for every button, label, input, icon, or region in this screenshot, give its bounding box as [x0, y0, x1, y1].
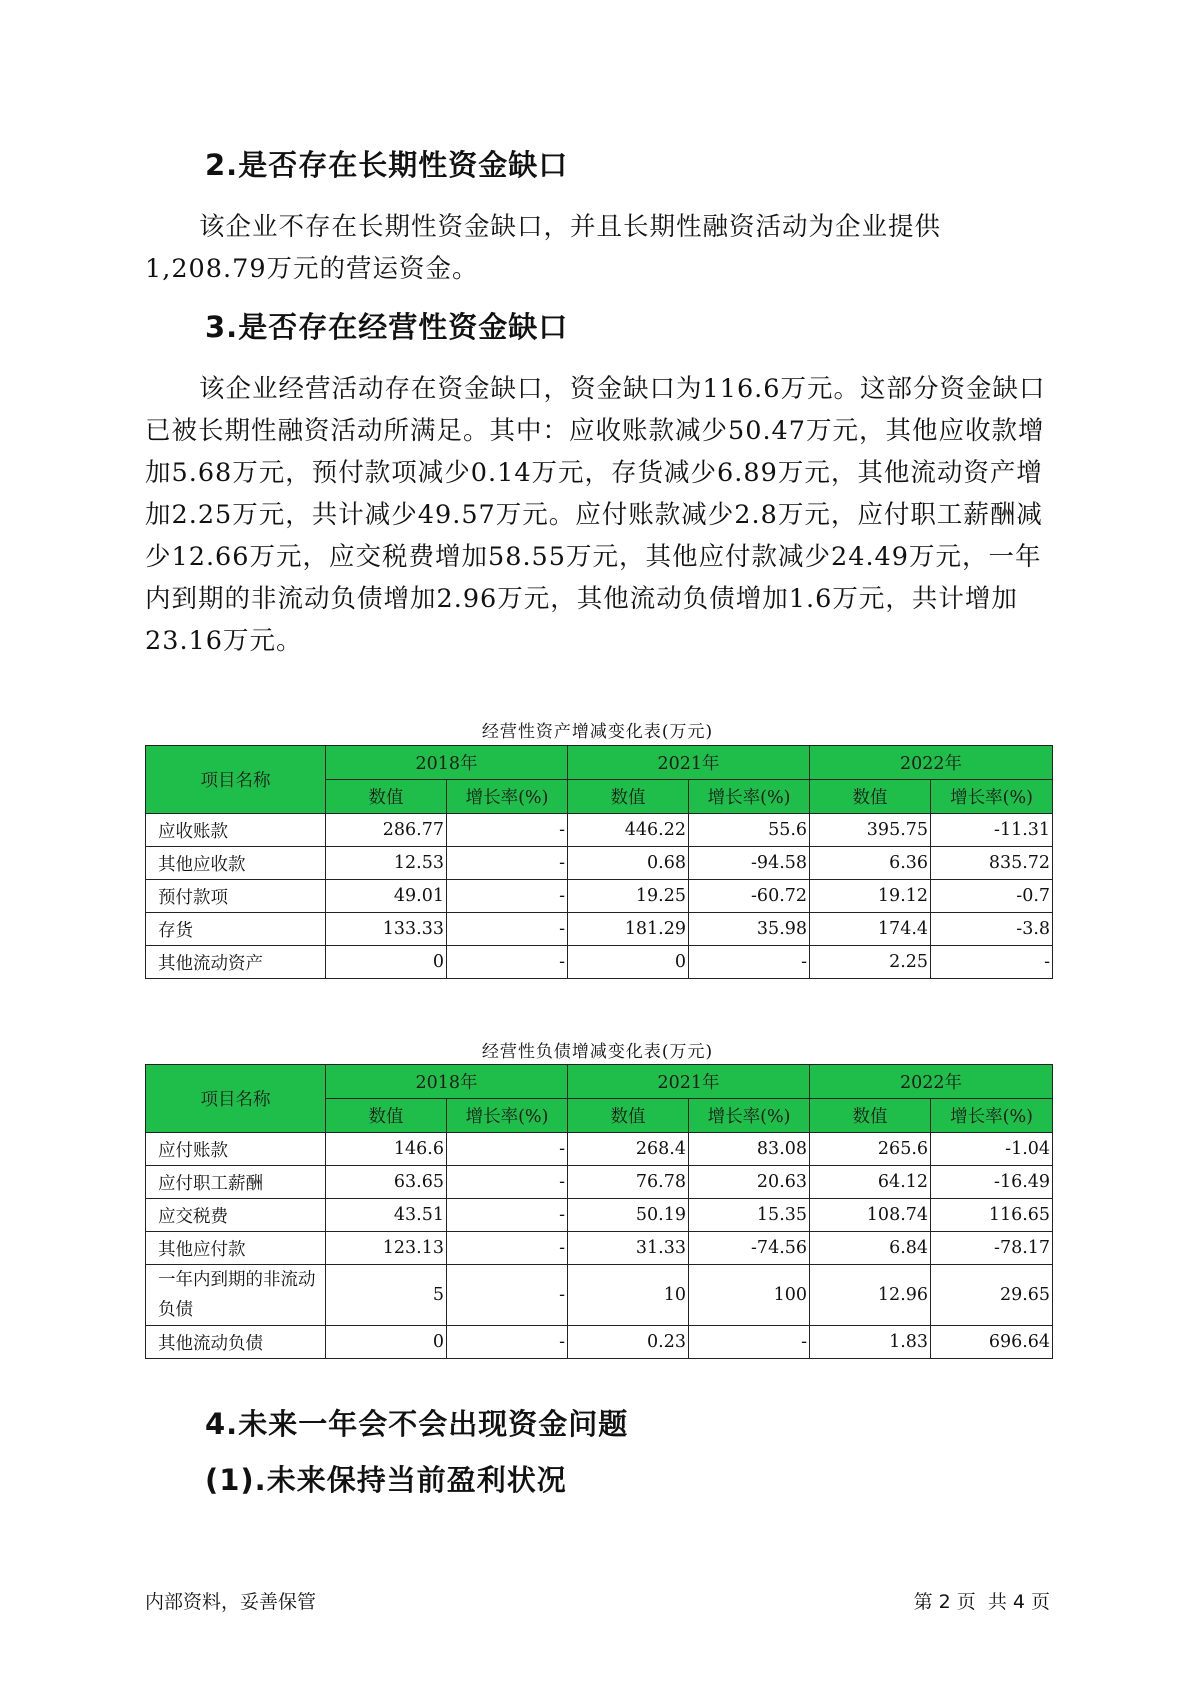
- table-cell: 12.53: [326, 847, 447, 880]
- table-cell: -: [447, 880, 568, 913]
- row-label: 应付账款: [146, 1133, 326, 1166]
- table-row: [146, 1133, 1053, 1166]
- table-caption-operating-assets: 经营性资产增减变化表(万元): [481, 722, 714, 742]
- row-label: 其他流动负债: [146, 1326, 326, 1359]
- table-row: [146, 946, 1053, 979]
- table-cell: 76.78: [568, 1166, 689, 1199]
- table-cell: -: [447, 1232, 568, 1265]
- row-label: 一年内到期的非流动负债: [146, 1265, 326, 1326]
- table-cell: 50.19: [568, 1199, 689, 1232]
- table-cell: 100: [689, 1265, 810, 1326]
- item-name-header: 项目名称: [146, 746, 326, 814]
- year-header: 2022年: [810, 746, 1053, 780]
- table-cell: 19.12: [810, 880, 931, 913]
- year-header: 2018年: [326, 746, 568, 780]
- table-cell: 49.01: [326, 880, 447, 913]
- table-cell: -: [447, 814, 568, 847]
- footer-page-number: 第 2 页 共 4 页: [913, 1591, 1050, 1613]
- year-header: 2018年: [326, 1065, 568, 1099]
- table-row: [146, 1265, 1053, 1326]
- table-cell: 0.68: [568, 847, 689, 880]
- table-cell: 265.6: [810, 1133, 931, 1166]
- operating-liabilities-table: [145, 1064, 1053, 1359]
- table-row: [146, 1326, 1053, 1359]
- table-cell: -11.31: [931, 814, 1053, 847]
- value-subheader: 数值: [568, 1099, 689, 1133]
- table-cell: -: [447, 946, 568, 979]
- table-cell: 35.98: [689, 913, 810, 946]
- value-subheader: 数值: [568, 780, 689, 814]
- table-cell: 446.22: [568, 814, 689, 847]
- section-heading-future-funding: 4.未来一年会不会出现资金问题: [205, 1407, 629, 1441]
- table-cell: 6.84: [810, 1232, 931, 1265]
- table-cell: -1.04: [931, 1133, 1053, 1166]
- table-cell: 395.75: [810, 814, 931, 847]
- table-cell: 108.74: [810, 1199, 931, 1232]
- table-cell: -: [447, 1265, 568, 1326]
- table-cell: 12.96: [810, 1265, 931, 1326]
- year-header: 2022年: [810, 1065, 1053, 1099]
- growth-rate-subheader: 增长率(%): [931, 780, 1053, 814]
- table-cell: 29.65: [931, 1265, 1053, 1326]
- growth-rate-subheader: 增长率(%): [689, 1099, 810, 1133]
- table-row: [146, 880, 1053, 913]
- table-cell: -74.56: [689, 1232, 810, 1265]
- section-heading-operating-gap: 3.是否存在经营性资金缺口: [205, 310, 569, 344]
- row-label: 其他应付款: [146, 1232, 326, 1265]
- row-label: 预付款项: [146, 880, 326, 913]
- subsection-heading-current-profit: (1).未来保持当前盈利状况: [205, 1463, 567, 1497]
- growth-rate-subheader: 增长率(%): [689, 780, 810, 814]
- row-label: 其他应收款: [146, 847, 326, 880]
- table-cell: 1.83: [810, 1326, 931, 1359]
- table-cell: 2.25: [810, 946, 931, 979]
- table-row: [146, 1232, 1053, 1265]
- table-cell: 20.63: [689, 1166, 810, 1199]
- table-cell: -: [447, 1133, 568, 1166]
- table-cell: -78.17: [931, 1232, 1053, 1265]
- table-cell: -60.72: [689, 880, 810, 913]
- growth-rate-subheader: 增长率(%): [931, 1099, 1053, 1133]
- table-cell: 19.25: [568, 880, 689, 913]
- row-label: 其他流动资产: [146, 946, 326, 979]
- table-cell: -: [447, 1326, 568, 1359]
- table-cell: 0: [568, 946, 689, 979]
- table-cell: 181.29: [568, 913, 689, 946]
- value-subheader: 数值: [326, 1099, 447, 1133]
- table-cell: -0.7: [931, 880, 1053, 913]
- year-header: 2021年: [568, 1065, 810, 1099]
- table-cell: 83.08: [689, 1133, 810, 1166]
- table-cell: 286.77: [326, 814, 447, 847]
- footer-confidential-note: 内部资料，妥善保管: [145, 1591, 317, 1613]
- item-name-header: 项目名称: [146, 1065, 326, 1133]
- growth-rate-subheader: 增长率(%): [447, 780, 568, 814]
- table-cell: 146.6: [326, 1133, 447, 1166]
- table-cell: -3.8: [931, 913, 1053, 946]
- table-cell: 6.36: [810, 847, 931, 880]
- table-cell: -16.49: [931, 1166, 1053, 1199]
- table-row: [146, 1199, 1053, 1232]
- table-cell: 15.35: [689, 1199, 810, 1232]
- year-header: 2021年: [568, 746, 810, 780]
- table-cell: -: [447, 913, 568, 946]
- table-cell: -: [689, 1326, 810, 1359]
- table-cell: 31.33: [568, 1232, 689, 1265]
- growth-rate-subheader: 增长率(%): [447, 1099, 568, 1133]
- value-subheader: 数值: [326, 780, 447, 814]
- table-cell: 268.4: [568, 1133, 689, 1166]
- table-cell: 116.65: [931, 1199, 1053, 1232]
- table-row: [146, 913, 1053, 946]
- table-cell: 123.13: [326, 1232, 447, 1265]
- table-caption-operating-liabilities: 经营性负债增减变化表(万元): [481, 1042, 714, 1062]
- row-label: 存货: [146, 913, 326, 946]
- row-label: 应交税费: [146, 1199, 326, 1232]
- paragraph-operating-gap: 该企业经营活动存在资金缺口，资金缺口为116.6万元。这部分资金缺口已被长期性融资活动所满足。其中：应收账款减少50.47万元，其他应收款增加5.68万元，预付款项减少0.14万元，存货减少6.89万元，其他流动资产增加2.25万元，共计减少49.57万元。应付账款减少2.8万元，应付职工薪酬减少12.66万元，应交税费增加58.55万元，其他应付款减少24.49万元，一年内到期的非流动负债增加2.96万元，其他流动负债增加1.6万元，共计增加23.16万元。: [145, 374, 1046, 656]
- table-cell: 55.6: [689, 814, 810, 847]
- table-row: [146, 1166, 1053, 1199]
- table-row: [146, 814, 1053, 847]
- paragraph-long-term-gap: 该企业不存在长期性资金缺口，并且长期性融资活动为企业提供1,208.79万元的营运资金。: [145, 212, 942, 284]
- section-heading-long-term-gap: 2.是否存在长期性资金缺口: [205, 148, 569, 182]
- table-cell: 63.65: [326, 1166, 447, 1199]
- table-cell: -: [447, 1166, 568, 1199]
- table-cell: 10: [568, 1265, 689, 1326]
- table-cell: 0.23: [568, 1326, 689, 1359]
- table-cell: 133.33: [326, 913, 447, 946]
- row-label: 应付职工薪酬: [146, 1166, 326, 1199]
- value-subheader: 数值: [810, 780, 931, 814]
- table-cell: -: [447, 847, 568, 880]
- table-cell: 696.64: [931, 1326, 1053, 1359]
- table-cell: 5: [326, 1265, 447, 1326]
- value-subheader: 数值: [810, 1099, 931, 1133]
- table-cell: 64.12: [810, 1166, 931, 1199]
- table-cell: 0: [326, 946, 447, 979]
- row-label: 应收账款: [146, 814, 326, 847]
- table-cell: -: [447, 1199, 568, 1232]
- operating-assets-table: [145, 745, 1053, 979]
- table-cell: 835.72: [931, 847, 1053, 880]
- table-cell: -: [689, 946, 810, 979]
- table-cell: 0: [326, 1326, 447, 1359]
- table-cell: 43.51: [326, 1199, 447, 1232]
- table-row: [146, 847, 1053, 880]
- table-cell: 174.4: [810, 913, 931, 946]
- table-cell: -94.58: [689, 847, 810, 880]
- table-cell: -: [931, 946, 1053, 979]
